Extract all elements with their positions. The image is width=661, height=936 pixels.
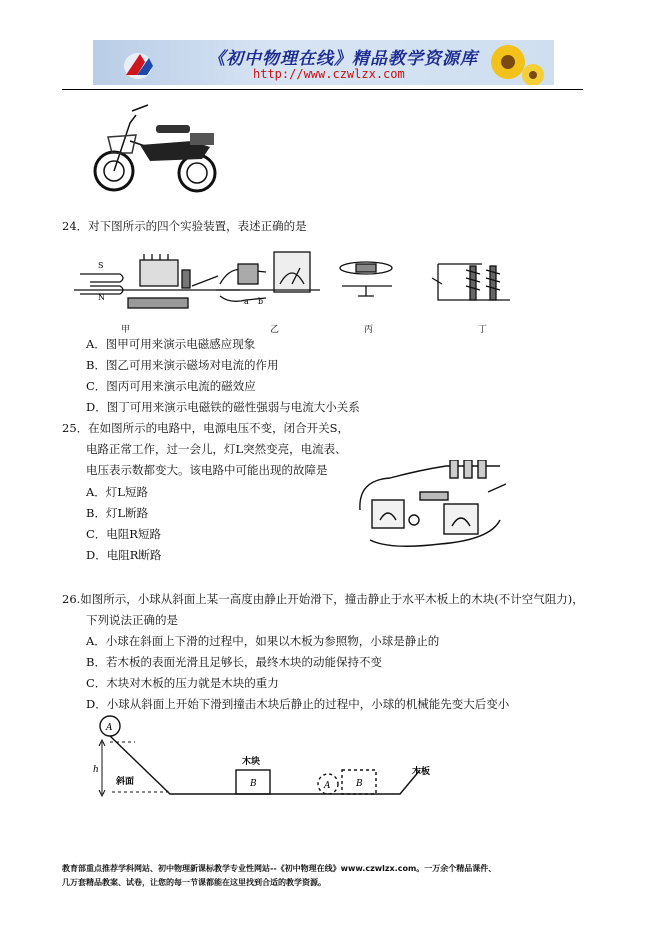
ball-end-label: A <box>324 781 331 791</box>
label-a: a <box>244 297 249 306</box>
caption-bing: 丙 <box>364 325 374 335</box>
slope-label: 斜面 <box>116 777 135 787</box>
figure-bing <box>340 262 392 296</box>
q26-option-d: D．小球从斜面上开始下滑到撞击木块后静止的过程中，小球的机械能先变大后变小 <box>86 697 510 711</box>
q25-option-b: B．灯L断路 <box>86 506 149 520</box>
banner-title: 《初中物理在线》精品教学资源库 <box>208 49 478 69</box>
q25-option-d: D．电阻R断路 <box>86 548 162 562</box>
q24-option-d: D．图丁可用来演示电磁铁的磁性强弱与电流大小关系 <box>86 400 360 414</box>
q26-slope-diagram <box>90 712 450 808</box>
caption-ding: 丁 <box>478 325 488 335</box>
label-n: N <box>98 293 105 302</box>
q26-option-b: B．若木板的表面光滑且足够长，最终木块的动能保持不变 <box>86 655 382 669</box>
q24-option-b: B．图乙可用来演示磁场对电流的作用 <box>86 358 279 372</box>
q24-option-a: A．图甲可用来演示电磁感应现象 <box>86 337 256 351</box>
e-bike-figure <box>92 103 227 198</box>
figure-yi <box>216 252 320 301</box>
q26-stem-line2: 下列说法正确的是 <box>86 613 178 627</box>
block-label: B <box>250 779 257 789</box>
caption-yi: 乙 <box>270 325 280 335</box>
height-label: h <box>93 765 99 775</box>
q25-option-c: C．电阻R短路 <box>86 527 161 541</box>
figure-ding <box>432 264 510 300</box>
q25-option-a: A．灯L短路 <box>86 485 148 499</box>
footer-line2: 几万套精品教案、试卷，让您的每一节课都能在这里找到合适的教学资源。 <box>62 878 326 887</box>
label-b: b <box>258 297 264 306</box>
q25-stem-line2: 电路正常工作，过一会儿，灯L突然变亮，电流表、 <box>86 442 347 456</box>
q26-option-c: C．木块对木板的压力就是木块的重力 <box>86 676 279 690</box>
header-rule <box>62 89 583 90</box>
caption-jia: 甲 <box>121 325 131 335</box>
q24-stem: 24．对下图所示的四个实验装置，表述正确的是 <box>62 219 307 233</box>
q24-option-c: C．图丙可用来演示电流的磁效应 <box>86 379 256 393</box>
ball-label: A <box>106 723 113 733</box>
block-title-label: 木块 <box>242 757 261 767</box>
q26-option-a: A．小球在斜面上下滑的过程中，如果以木板为参照物，小球是静止的 <box>86 634 440 648</box>
header-banner <box>93 40 554 85</box>
footer-line1: 教育部重点推荐学科网站、初中物理新课标教学专业性网站--《初中物理在线》www.czwlzx.com。一万余个精品课件、 <box>62 864 497 873</box>
block-moved-label: B <box>356 779 363 789</box>
label-s: S <box>98 261 104 270</box>
banner-url: http://www.czwlzx.com <box>253 67 405 81</box>
q24-apparatus-figures <box>70 244 530 320</box>
q25-stem-line3: 电压表示数都变大。该电路中可能出现的故障是 <box>86 463 328 477</box>
q26-stem-line1: 26.如图所示，小球从斜面上某一高度由静止开始滑下，撞击静止于水平木板上的木块(不计空气阻力)， <box>62 592 584 606</box>
q25-stem-line1: 25．在如图所示的电路中，电源电压不变，闭合开关S， <box>62 421 350 435</box>
board-label: 木板 <box>412 767 431 777</box>
q25-circuit-figure <box>350 460 520 555</box>
